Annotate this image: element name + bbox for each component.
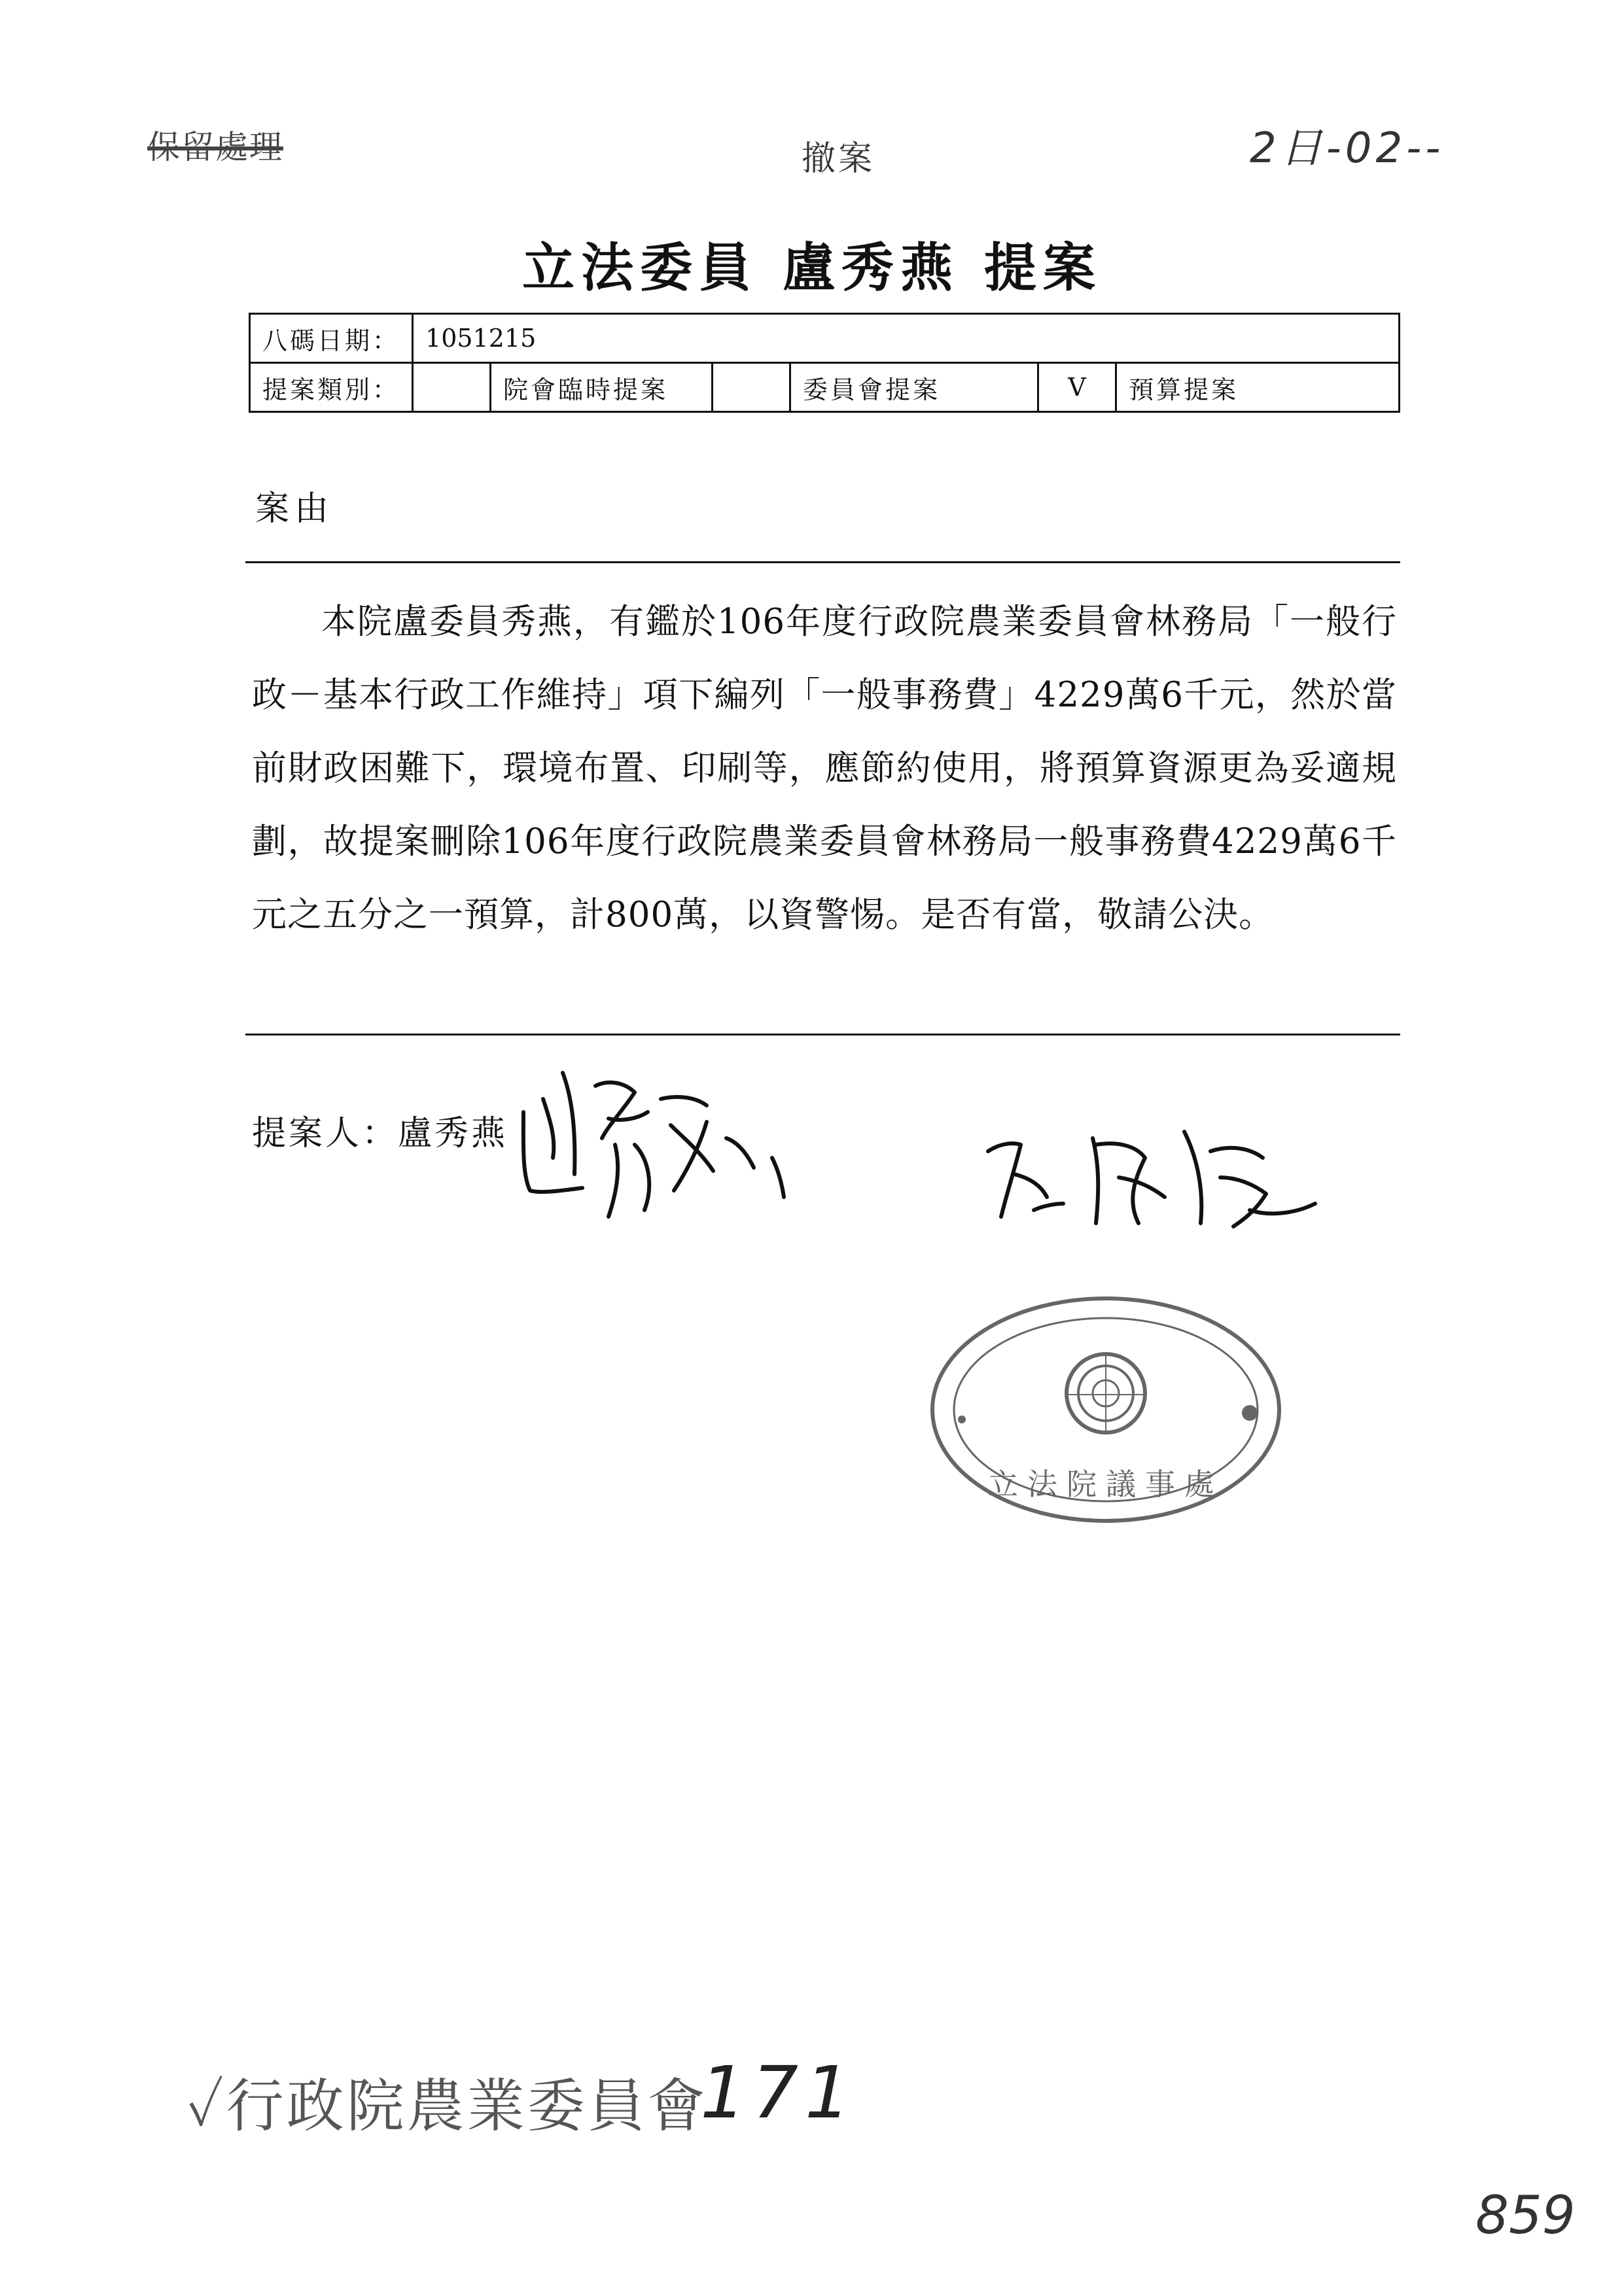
page-title: 立法委員 盧秀燕 提案 [522, 237, 1102, 298]
proposer-name: 盧秀燕 [398, 1114, 508, 1153]
category-option-budget: 預算提案 [1116, 363, 1400, 412]
category-mark-committee [713, 363, 790, 412]
seal-text: 立法院議事處 [988, 1467, 1224, 1502]
reason-heading: 案由 [255, 489, 334, 529]
divider [245, 1034, 1400, 1035]
category-label: 提案類別： [250, 363, 413, 412]
proposer-label: 提案人： [252, 1114, 399, 1153]
proposer-signature [510, 1060, 811, 1230]
agency-stamp: ✓行政院農業委員會 [186, 2072, 708, 2140]
category-mark-budget: V [1038, 363, 1116, 412]
handwritten-corner-code: 2日-02-- [1250, 124, 1445, 173]
cosigner-signature [975, 1112, 1328, 1236]
category-option-floor: 院會臨時提案 [491, 363, 713, 412]
page-number: 859 [1475, 2185, 1576, 2246]
legislature-seal [923, 1282, 1289, 1537]
entry-date-row [250, 314, 1400, 363]
struck-out-note: 保留處理 [147, 128, 283, 166]
category-mark-floor [413, 363, 491, 412]
handwritten-item-number: 171 [700, 2051, 857, 2134]
proposal-meta-table [249, 313, 1400, 413]
category-option-committee: 委員會提案 [790, 363, 1038, 412]
entry-date-value: 1051215 [413, 314, 1400, 363]
reason-text: 本院盧委員秀燕，有鑑於106年度行政院農業委員會林務局「一般行政－基本行政工作維持」項下編列「一般事務費」4229萬6千元，然於當前財政困難下，環境布置、印刷等，應節約使用，將預算資源更為妥適規劃，故提案刪除106年度行政院農業委員會林務局一般事務費4229萬6千元之五分之一預算，計800萬，以資警惕。是否有當，敬請公決。 [252, 602, 1397, 935]
reason-body [252, 585, 1397, 952]
divider [245, 561, 1400, 563]
entry-date-label: 八碼日期： [250, 314, 413, 363]
category-row [250, 363, 1400, 412]
withdrawn-stamp: 撤案 [802, 139, 875, 179]
